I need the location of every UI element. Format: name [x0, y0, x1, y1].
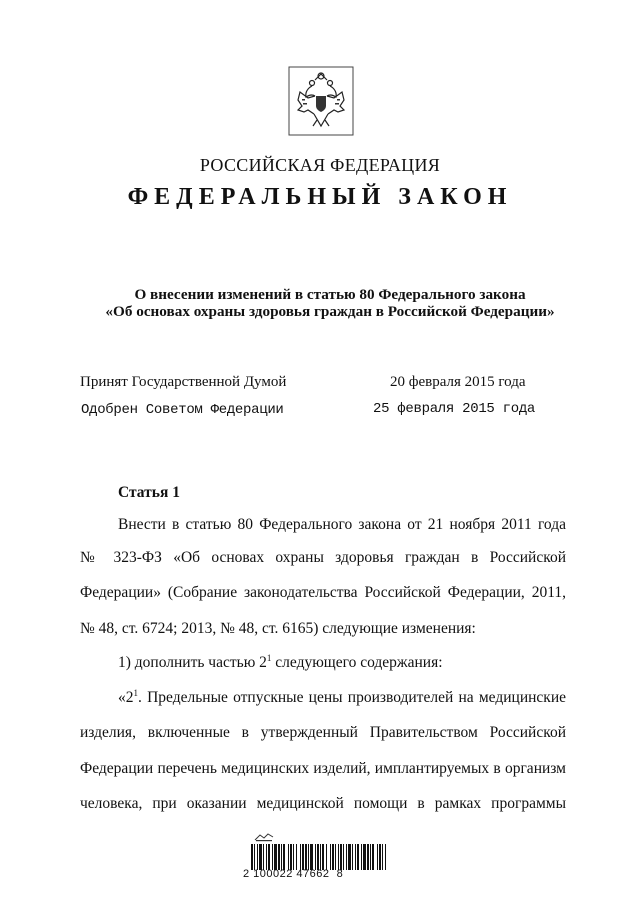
barcode-bar [251, 844, 253, 870]
barcode-bar [343, 844, 344, 870]
barcode-bar [363, 844, 366, 870]
quote-line-1 [118, 689, 566, 707]
barcode-bar [308, 844, 309, 870]
subject-line-2: «Об основах охраны здоровья граждан в Российской Федерации» [105, 303, 555, 320]
barcode-bar [266, 844, 267, 870]
barcode-bar [296, 844, 297, 870]
barcode-bar [348, 844, 351, 870]
quote-line: человека, при оказании медицинской помощи в рамках программы [80, 795, 566, 812]
barcode-bar [330, 844, 331, 870]
barcode-bar [320, 844, 321, 870]
barcode-bar [315, 844, 316, 870]
barcode-bar [281, 844, 282, 870]
council-label: Одобрен Советом Федерации [81, 402, 284, 418]
print-mark-icon [254, 832, 274, 842]
barcode-bar [305, 844, 307, 870]
quote-open: «2 [118, 689, 134, 706]
barcode-number: 2 100022 47662 8 [243, 868, 344, 880]
barcode-bar [300, 844, 301, 870]
barcode-bar [361, 844, 362, 870]
quote-line: изделия, включенные в утвержденный Правительством Российской [80, 724, 566, 741]
barcode-bar [385, 844, 386, 870]
article-line: Федерации» (Собрание законодательства Российской Федерации, 2011, [80, 584, 566, 601]
country-title: РОССИЙСКАЯ ФЕДЕРАЦИЯ [199, 155, 441, 175]
barcode-bar [367, 844, 369, 870]
duma-date: 20 февраля 2015 года [390, 374, 526, 390]
barcode-bar [326, 844, 327, 870]
barcode-bar [335, 844, 336, 870]
barcode-bar [357, 844, 359, 870]
item-1-tail: следующего содержания: [271, 654, 443, 671]
barcode-bar [254, 844, 255, 870]
article-heading: Статья 1 [118, 484, 180, 501]
quote-sup: 1 [133, 688, 138, 698]
coat-of-arms-icon [288, 66, 354, 136]
subject-line-1: О внесении изменений в статью 80 Федерального закона [134, 286, 526, 303]
article-line: № 323-ФЗ «Об основах охраны здоровья граждан в Российской [80, 549, 566, 566]
barcode-bar [370, 844, 371, 870]
item-1-sup: 1 [266, 653, 272, 663]
duma-label: Принят Государственной Думой [80, 374, 287, 390]
barcode-bar [377, 844, 378, 870]
document-type-title: ФЕДЕРАЛЬНЫЙ ЗАКОН [127, 184, 513, 210]
barcode-bar [259, 844, 262, 870]
article-line: Внести в статью 80 Федерального закона от 21 ноября 2011 года [118, 516, 566, 533]
council-date: 25 февраля 2015 года [373, 401, 536, 417]
barcode-bar [274, 844, 277, 870]
quote-line-1-text: . Предельные отпускные цены производителей на медицинские [138, 689, 566, 706]
barcode-bar [346, 844, 347, 870]
barcode-bar [310, 844, 313, 870]
item-1 [118, 654, 443, 672]
barcode-bar [322, 844, 324, 870]
barcode-bar [268, 844, 270, 870]
barcode-bar [283, 844, 285, 870]
quote-line: Федерации перечень медицинских изделий, имплантируемых в организм [80, 760, 566, 777]
barcode-icon [250, 844, 388, 870]
barcode-bar [302, 844, 304, 870]
barcode-bar [332, 844, 334, 870]
barcode-bar [352, 844, 353, 870]
barcode-bar [382, 844, 383, 870]
barcode-bar [272, 844, 273, 870]
barcode-bar [372, 844, 374, 870]
barcode-bar [293, 844, 294, 870]
barcode-bar [338, 844, 339, 870]
barcode-bar [317, 844, 319, 870]
barcode-bar [290, 844, 292, 870]
barcode-bar [278, 844, 280, 870]
barcode-bar [355, 844, 356, 870]
barcode-bar [288, 844, 289, 870]
barcode-bar [263, 844, 264, 870]
barcode-bar [379, 844, 381, 870]
barcode-bar [257, 844, 258, 870]
item-1-text: 1) дополнить частью 2 [118, 654, 267, 671]
article-line: № 48, ст. 6724; 2013, № 48, ст. 6165) следующие изменения: [80, 620, 476, 637]
barcode-bar [340, 844, 342, 870]
